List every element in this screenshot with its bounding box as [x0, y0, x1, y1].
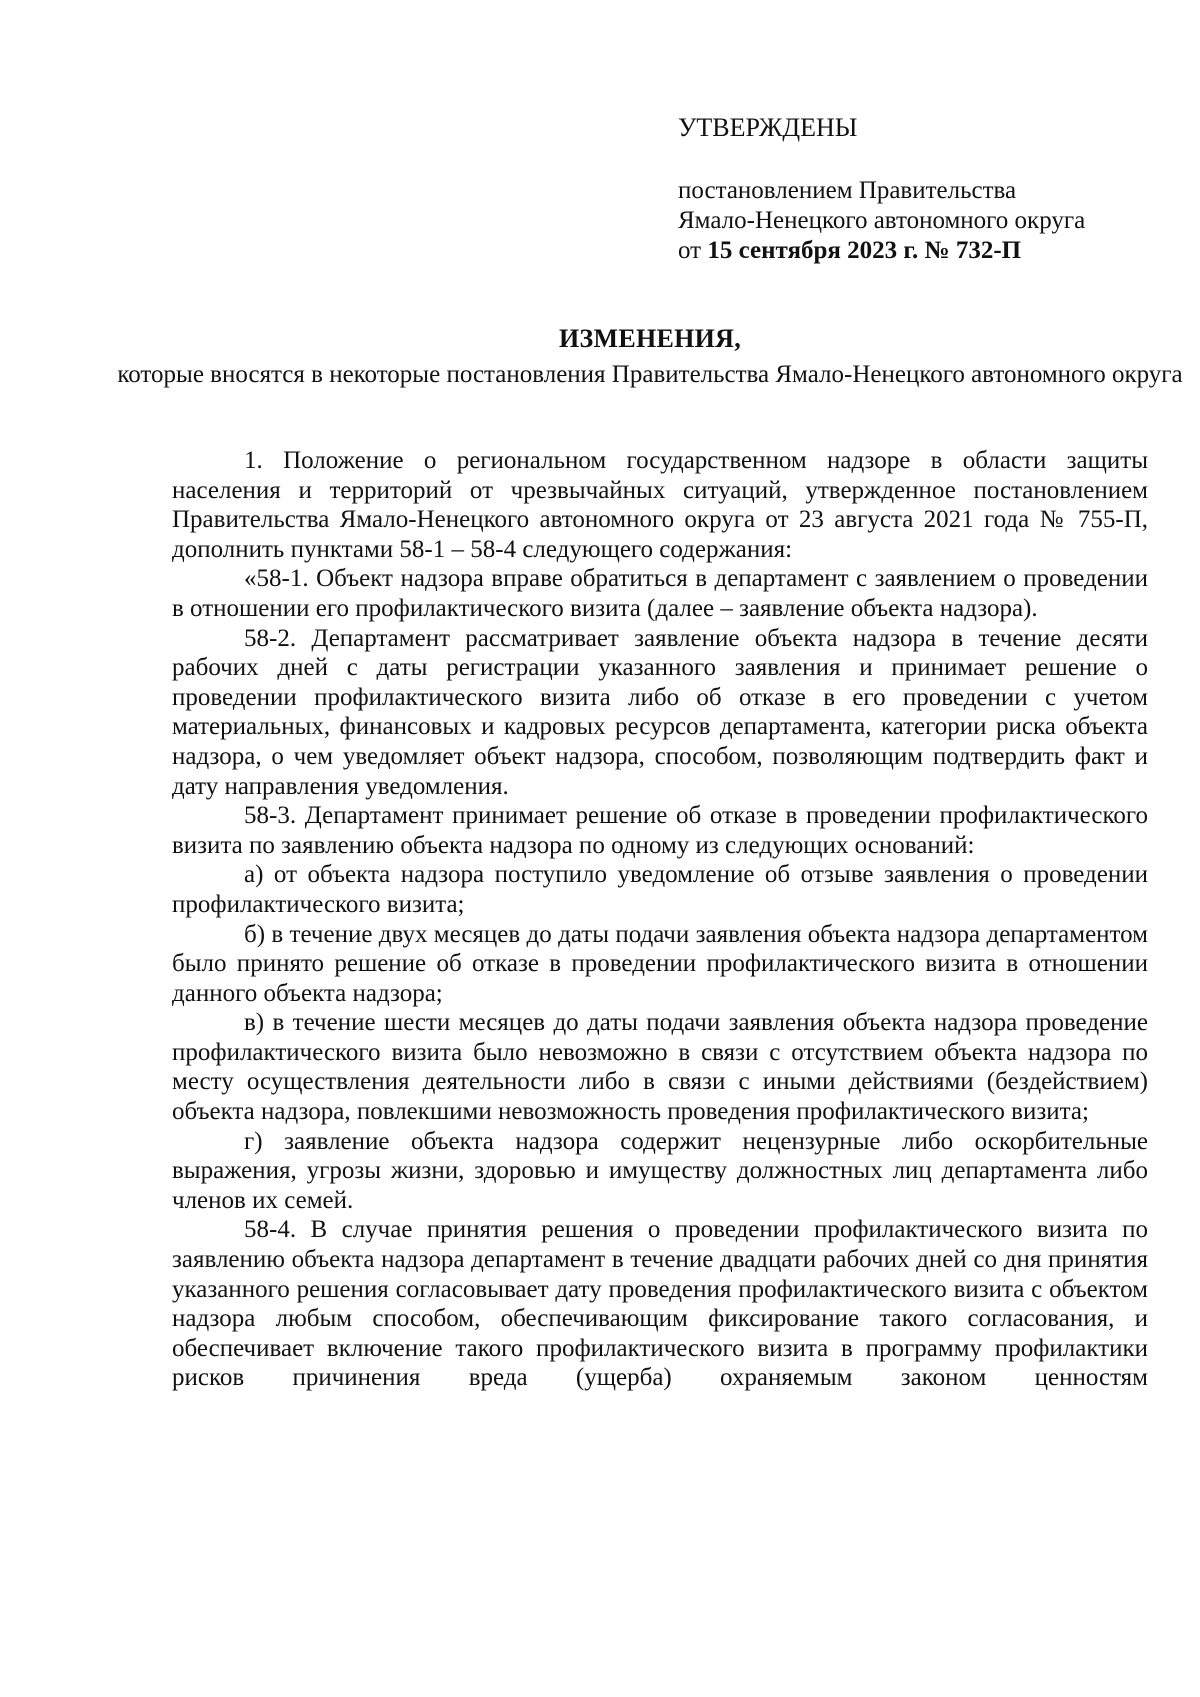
approval-line-2: Ямало-Ненецкого автономного округа	[678, 207, 1086, 234]
paragraph-58-2: 58-2. Департамент рассматривает заявление объекта надзора в течение десяти рабочих дней с даты регистрации указанного заявления и принимает решение о проведении профилактического визита либо об отказе в его проведении с учетом материальных, финансовых и кадровых ресурсов департамента, категории риска объекта надзора, о чем уведомляет объект надзора, способом, позволяющим подтвердить факт и дату направления уведомления.	[172, 624, 1148, 800]
paragraph-58-1: «58-1. Объект надзора вправе обратиться в департамент с заявлением о проведении в отношении его профилактического визита (далее – заявление объекта надзора).	[172, 565, 1148, 622]
document-subtitle: которые вносятся в некоторые постановления Правительства Ямало-Ненецкого автономного округа	[117, 361, 1183, 388]
approval-line-1: постановлением Правительства	[678, 177, 1017, 204]
paragraph-58-4: 58-4. В случае принятия решения о проведении профилактического визита по заявлению объекта надзора департамент в течение двадцати рабочих дней со дня принятия указанного решения согласовывает дату проведения профилактического визита с объектом надзора любым способом, обеспечивающим фиксирование такого согласования, и обеспечивает включение такого профилактического визита в программу профилактики рисков причинения вреда (ущерба) охраняемым законом ценностям	[172, 1216, 1148, 1392]
paragraph-58-3-g: г) заявление объекта надзора содержит нецензурные либо оскорбительные выражения, угрозы жизни, здоровью и имуществу должностных лиц департамента либо членов их семей.	[172, 1127, 1148, 1214]
paragraph-58-3: 58-3. Департамент принимает решение об отказе в проведении профилактического визита по заявлению объекта надзора по одному из следующих оснований:	[172, 802, 1148, 859]
approval-block	[678, 112, 1178, 266]
document-heading	[100, 322, 1200, 390]
approval-line-3	[678, 236, 1178, 266]
approval-stamp: УТВЕРЖДЕНЫ	[678, 113, 858, 142]
paragraph-58-3-a: а) от объекта надзора поступило уведомление об отзыве заявления о проведении профилактического визита;	[172, 861, 1148, 918]
document-title: ИЗМЕНЕНИЯ,	[558, 324, 742, 353]
approval-date: 15 сентября 2023 г. № 732-П	[707, 237, 1022, 264]
paragraph-58-3-b: б) в течение двух месяцев до даты подачи заявления объекта надзора департаментом было принято решение об отказе в проведении профилактического визита в отношении данного объекта надзора;	[172, 920, 1148, 1007]
paragraph-1: 1. Положение о региональном государственном надзоре в области защиты населения и территорий от чрезвычайных ситуаций, утвержденное постановлением Правительства Ямало-Ненецкого автономного округа от 23 августа 2021 года № 755-П, дополнить пунктами 58-1 – 58-4 следующего содержания:	[172, 447, 1148, 563]
paragraph-58-3-v: в) в течение шести месяцев до даты подачи заявления объекта надзора проведение профилактического визита было невозможно в связи с отсутствием объекта надзора по месту осуществления деятельности либо в связи с иными действиями (бездействием) объекта надзора, повлекшими невозможность проведения профилактического визита;	[172, 1009, 1148, 1126]
approval-date-prefix: от	[678, 237, 708, 264]
document-body	[172, 446, 1148, 1393]
